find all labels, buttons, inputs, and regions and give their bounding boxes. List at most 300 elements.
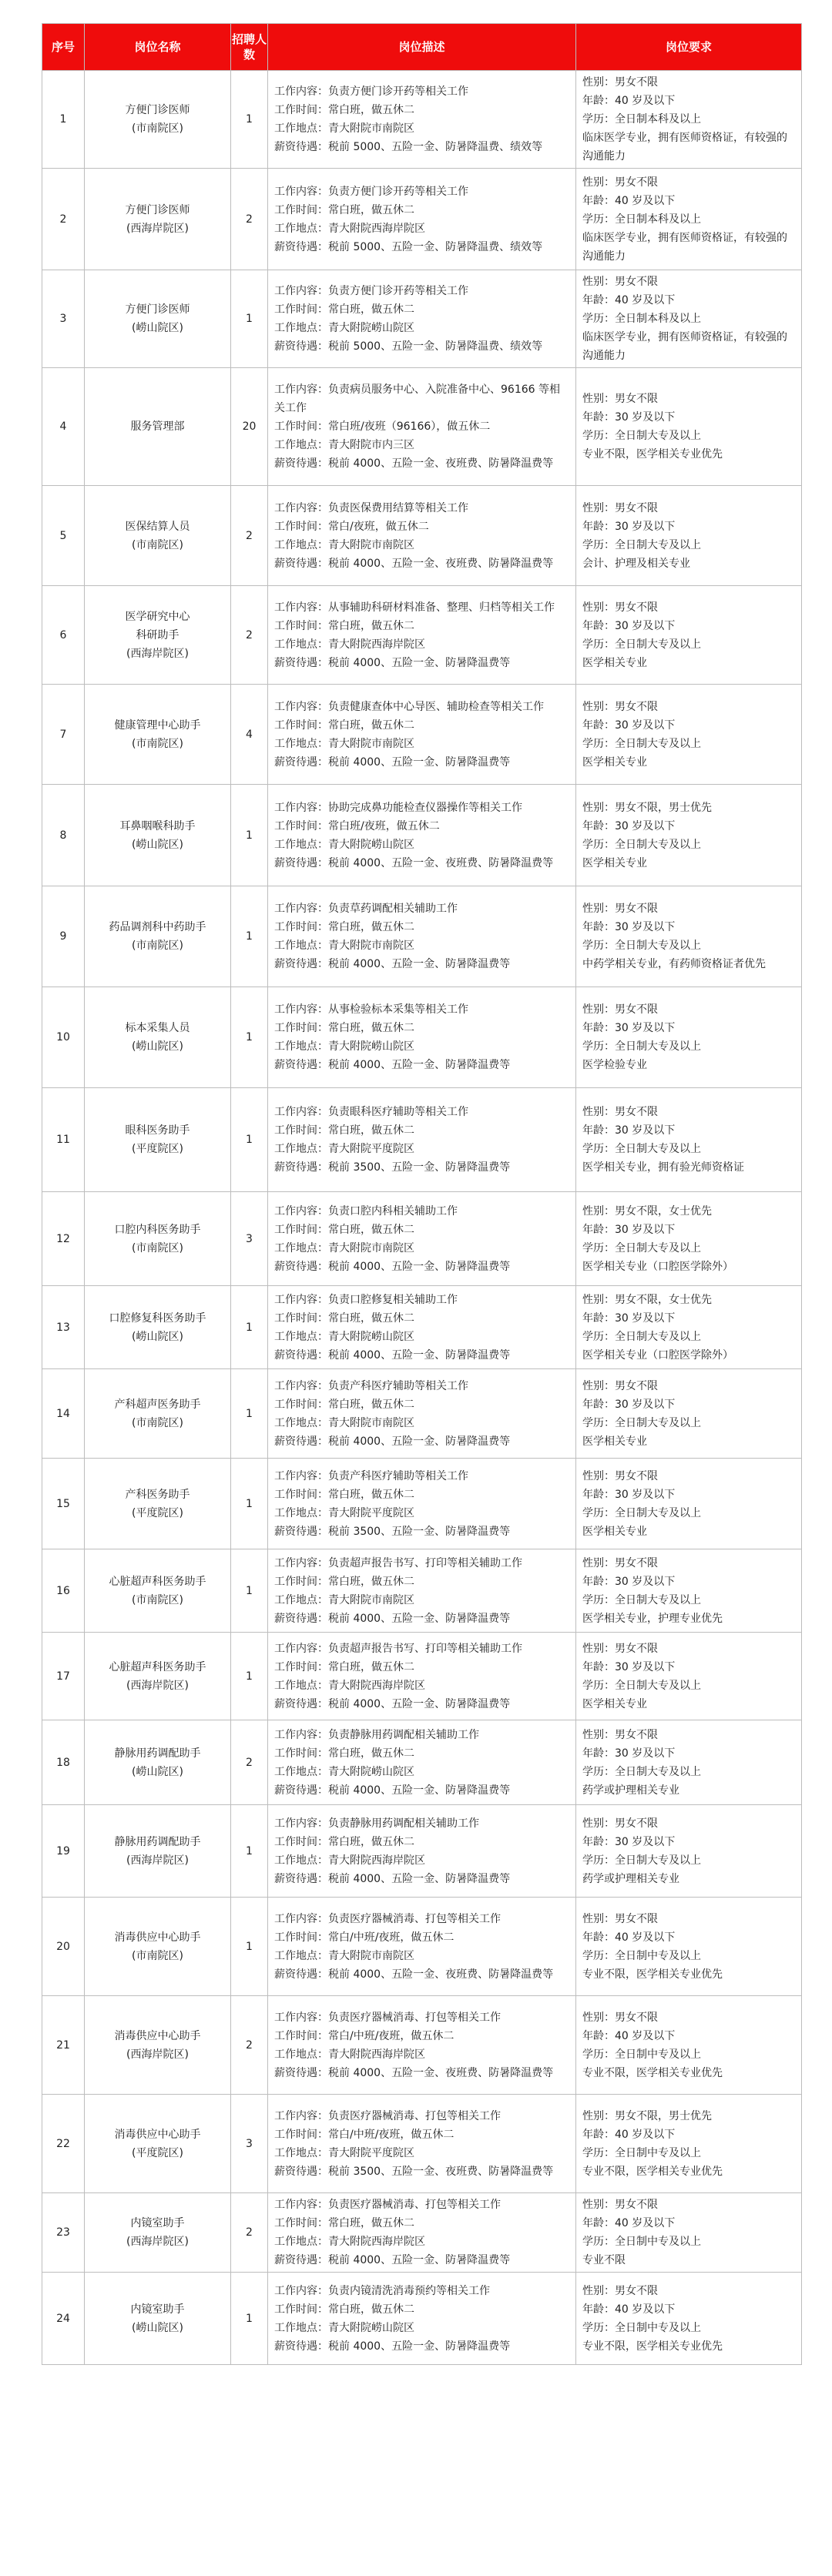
cell-count: 1 [231, 987, 268, 1088]
table-row [42, 169, 802, 270]
requirement-line: 医学相关专业 [582, 1525, 647, 1538]
requirement-line: 学历：全日制大专及以上 [582, 1593, 701, 1606]
position-campus: (西海岸院区) [126, 1854, 189, 1867]
cell-count: 2 [231, 1996, 268, 2095]
cell-count: 1 [231, 1805, 268, 1898]
position-name: 内镜室助手 [130, 2303, 185, 2316]
requirement-line: 性别：男女不限 [582, 1379, 658, 1392]
table-row [42, 486, 802, 586]
description-line: 工作地点：青大附院崂山院区 [274, 322, 414, 334]
requirement-line: 学历：全日制大专及以上 [582, 538, 701, 551]
description-line: 工作时间：常白班，做五休二 [274, 1660, 414, 1673]
position-name: 标本采集人员 [125, 1022, 190, 1034]
cell-position [85, 886, 231, 987]
position-campus: (市南院区) [132, 1949, 183, 1962]
cell-requirements [576, 2193, 802, 2273]
requirement-line: 学历：全日制中专及以上 [582, 2236, 701, 2248]
cell-description [268, 1720, 576, 1805]
cell-index: 12 [42, 1192, 85, 1286]
table-row [42, 1369, 802, 1459]
table-row [42, 1898, 802, 1996]
cell-count: 1 [231, 1633, 268, 1720]
cell-count: 3 [231, 1192, 268, 1286]
cell-description [268, 1286, 576, 1369]
requirement-line: 性别：男女不限 [582, 1912, 658, 1925]
table-row [42, 2273, 802, 2365]
table-row [42, 785, 802, 886]
requirement-line: 学历：全日制大专及以上 [582, 838, 701, 851]
requirement-line: 年龄：30 岁及以下 [582, 1488, 676, 1501]
requirement-line: 年龄：30 岁及以下 [582, 1660, 676, 1673]
cell-description [268, 169, 576, 270]
description-line: 工作时间：常白班，做五休二 [274, 104, 414, 116]
header-count: 招聘人数 [231, 24, 268, 71]
requirement-line: 学历：全日制大专及以上 [582, 1765, 701, 1778]
cell-index: 5 [42, 486, 85, 586]
description-line: 工作地点：青大附院西海岸院区 [274, 2048, 425, 2061]
cell-position [85, 1996, 231, 2095]
description-line: 工作地点：青大附院平度院区 [274, 2146, 414, 2159]
requirement-line: 学历：全日制中专及以上 [582, 2146, 701, 2159]
requirement-line: 年龄：40 岁及以下 [582, 2029, 676, 2042]
description-line: 工作内容：负责方便门诊开药等相关工作 [274, 285, 468, 297]
description-line: 工作内容：负责医疗器械消毒、打包等相关工作 [274, 2011, 501, 2024]
cell-count: 1 [231, 270, 268, 368]
description-line: 薪资待遇：税前 4000、五险一金、防暑降温费等 [274, 1435, 511, 1448]
table-row [42, 1720, 802, 1805]
requirement-line: 临床医学专业，拥有医师资格证，有较强的沟通能力 [582, 132, 787, 162]
description-line: 工作时间：常白班，做五休二 [274, 921, 414, 933]
description-line: 工作时间：常白班/夜班（96166），做五休二 [274, 420, 491, 433]
requirement-line: 医学相关专业 [582, 1435, 647, 1448]
requirement-line: 医学检验专业 [582, 1059, 647, 1071]
requirement-line: 性别：男女不限 [582, 1469, 658, 1482]
description-line: 工作时间：常白班/夜班，做五休二 [274, 819, 440, 832]
cell-description [268, 685, 576, 785]
cell-position [85, 71, 231, 169]
table-row [42, 1286, 802, 1369]
requirement-line: 学历：全日制大专及以上 [582, 1330, 701, 1343]
cell-index: 3 [42, 270, 85, 368]
description-line: 薪资待遇：税前 3500、五险一金、防暑降温费等 [274, 1525, 511, 1538]
requirement-line: 专业不限，医学相关专业优先 [582, 2340, 723, 2353]
table-row [42, 2095, 802, 2193]
description-line: 薪资待遇：税前 4000、五险一金、防暑降温费等 [274, 1260, 511, 1273]
requirement-line: 学历：全日制大专及以上 [582, 1143, 701, 1155]
requirement-line: 学历：全日制大专及以上 [582, 1241, 701, 1255]
requirement-line: 性别：男女不限 [582, 276, 658, 288]
position-campus: (市南院区) [132, 737, 183, 750]
description-line: 工作时间：常白/中班/夜班，做五休二 [274, 2029, 455, 2042]
header-index: 序号 [42, 24, 85, 71]
requirement-line: 性别：男女不限 [582, 601, 658, 614]
cell-position [85, 2095, 231, 2193]
position-name: 心脏超声科医务助手 [109, 1575, 206, 1588]
cell-count: 2 [231, 2193, 268, 2273]
cell-requirements [576, 1286, 802, 1369]
cell-position [85, 2273, 231, 2365]
requirement-line: 临床医学专业，拥有医师资格证，有较强的沟通能力 [582, 331, 787, 362]
requirement-line: 年龄：40 岁及以下 [582, 2128, 676, 2141]
description-line: 工作时间：常白班，做五休二 [274, 203, 414, 216]
description-line: 薪资待遇：税前 4000、五险一金、夜班费、防暑降温费等 [274, 457, 554, 470]
description-line: 工作内容：负责产科医疗辅助等相关工作 [274, 1469, 468, 1482]
requirement-line: 中药学相关专业，有药师资格证者优先 [582, 958, 766, 970]
table-row [42, 71, 802, 169]
recruitment-table-container [42, 23, 801, 2365]
requirement-line: 学历：全日制大专及以上 [582, 638, 701, 651]
description-line: 薪资待遇：税前 4000、五险一金、防暑降温费等 [274, 1697, 511, 1710]
position-campus: (平度院区) [132, 1143, 183, 1155]
description-line: 薪资待遇：税前 4000、五险一金、防暑降温费等 [274, 958, 511, 970]
description-line: 工作时间：常白班，做五休二 [274, 1022, 414, 1034]
table-row [42, 2193, 802, 2273]
description-line: 工作地点：青大附院平度院区 [274, 1143, 414, 1155]
cell-requirements [576, 270, 802, 368]
cell-count: 2 [231, 169, 268, 270]
cell-count: 2 [231, 1720, 268, 1805]
requirement-line: 性别：男女不限 [582, 1728, 658, 1741]
position-campus: (崂山院区) [132, 2321, 183, 2334]
requirement-line: 医学相关专业 [582, 656, 647, 669]
cell-description [268, 1192, 576, 1286]
description-line: 工作时间：常白/中班/夜班，做五休二 [274, 1931, 455, 1944]
position-campus: (崂山院区) [132, 1765, 183, 1778]
cell-index: 23 [42, 2193, 85, 2273]
cell-position [85, 987, 231, 1088]
cell-position [85, 2193, 231, 2273]
cell-requirements [576, 486, 802, 586]
cell-description [268, 1459, 576, 1549]
requirement-line: 医学相关专业（口腔医学除外） [582, 1348, 733, 1362]
position-name: 产科医务助手 [125, 1488, 190, 1501]
position-name: 耳鼻咽喉科助手 [119, 819, 196, 832]
requirement-line: 性别：男女不限，男士优先 [582, 2109, 712, 2122]
cell-index: 13 [42, 1286, 85, 1369]
requirement-line: 学历：全日制大专及以上 [582, 430, 701, 442]
position-campus: (西海岸院区) [126, 222, 189, 235]
requirement-line: 医学相关专业（口腔医学除外） [582, 1260, 733, 1273]
requirement-line: 年龄：40 岁及以下 [582, 2303, 676, 2316]
cell-description [268, 785, 576, 886]
requirement-line: 年龄：30 岁及以下 [582, 1124, 676, 1137]
table-row [42, 270, 802, 368]
description-line: 工作内容：负责内镜清洗消毒预约等相关工作 [274, 2284, 490, 2297]
cell-description [268, 586, 576, 685]
description-line: 工作地点：青大附院市南院区 [274, 122, 414, 135]
requirement-line: 性别：男女不限 [582, 176, 658, 189]
description-line: 薪资待遇：税前 4000、五险一金、防暑降温费等 [274, 755, 511, 769]
position-campus: (西海岸院区) [126, 1679, 189, 1692]
requirement-line: 性别：男女不限 [582, 501, 658, 514]
cell-requirements [576, 1549, 802, 1633]
cell-requirements [576, 987, 802, 1088]
table-row [42, 368, 802, 486]
description-line: 工作内容：负责方便门诊开药等相关工作 [274, 85, 468, 98]
requirement-line: 专业不限 [582, 2254, 626, 2266]
position-name: 口腔内科医务助手 [114, 1223, 201, 1236]
position-campus: (市南院区) [132, 538, 183, 551]
description-line: 工作地点：青大附院西海岸院区 [274, 2236, 425, 2248]
requirement-line: 性别：男女不限，女士优先 [582, 1293, 712, 1306]
table-row [42, 1549, 802, 1633]
cell-index: 9 [42, 886, 85, 987]
description-line: 薪资待遇：税前 5000、五险一金、防暑降温费、绩效等 [274, 141, 543, 153]
cell-description [268, 1369, 576, 1459]
cell-position [85, 586, 231, 685]
requirement-line: 性别：男女不限 [582, 1106, 658, 1118]
cell-count: 1 [231, 886, 268, 987]
cell-description [268, 270, 576, 368]
cell-description [268, 1805, 576, 1898]
requirement-line: 年龄：40 岁及以下 [582, 95, 676, 107]
cell-count: 1 [231, 785, 268, 886]
position-name: 消毒供应中心助手 [114, 2128, 201, 2141]
cell-count: 1 [231, 1898, 268, 1996]
description-line: 工作时间：常白班，做五休二 [274, 1575, 414, 1588]
table-row [42, 685, 802, 785]
cell-requirements [576, 1996, 802, 2095]
description-line: 工作内容：负责眼科医疗辅助等相关工作 [274, 1106, 468, 1118]
description-line: 工作时间：常白班，做五休二 [274, 2303, 414, 2316]
description-line: 工作内容：负责草药调配相关辅助工作 [274, 903, 458, 915]
cell-description [268, 1996, 576, 2095]
description-line: 工作时间：常白/夜班，做五休二 [274, 520, 429, 533]
cell-count: 4 [231, 685, 268, 785]
requirement-line: 年龄：40 岁及以下 [582, 1931, 676, 1944]
requirement-line: 性别：男女不限 [582, 1003, 658, 1016]
cell-position [85, 1633, 231, 1720]
table-header-row [42, 24, 802, 71]
table-row [42, 1192, 802, 1286]
cell-requirements [576, 2273, 802, 2365]
requirement-line: 年龄：30 岁及以下 [582, 1311, 676, 1325]
header-position: 岗位名称 [85, 24, 231, 71]
recruitment-table [42, 23, 802, 2365]
cell-index: 6 [42, 586, 85, 685]
cell-requirements [576, 1088, 802, 1192]
position-campus: (崂山院区) [132, 1330, 183, 1343]
position-campus: (崂山院区) [132, 838, 183, 851]
cell-requirements [576, 1720, 802, 1805]
description-line: 薪资待遇：税前 4000、五险一金、防暑降温费等 [274, 1784, 511, 1797]
cell-position [85, 368, 231, 486]
cell-description [268, 486, 576, 586]
requirement-line: 年龄：30 岁及以下 [582, 619, 676, 632]
description-line: 工作地点：青大附院崂山院区 [274, 1040, 414, 1053]
description-line: 工作地点：青大附院西海岸院区 [274, 1679, 425, 1692]
description-line: 工作地点：青大附院市南院区 [274, 1593, 414, 1606]
requirement-line: 学历：全日制中专及以上 [582, 2321, 701, 2334]
requirement-line: 性别：男女不限 [582, 700, 658, 713]
table-row [42, 1805, 802, 1898]
requirement-line: 年龄：30 岁及以下 [582, 719, 676, 732]
description-line: 工作地点：青大附院市南院区 [274, 1241, 414, 1255]
cell-position [85, 270, 231, 368]
cell-position [85, 1459, 231, 1549]
requirement-line: 性别：男女不限 [582, 1556, 658, 1569]
requirement-line: 年龄：30 岁及以下 [582, 921, 676, 933]
description-line: 工作内容：负责静脉用药调配相关辅助工作 [274, 1817, 479, 1830]
position-name: 健康管理中心助手 [114, 719, 201, 732]
requirement-line: 专业不限，医学相关专业优先 [582, 2066, 723, 2079]
position-campus: (西海岸院区) [126, 2236, 189, 2248]
position-name: 消毒供应中心助手 [114, 1931, 201, 1944]
requirement-line: 性别：男女不限，男士优先 [582, 801, 712, 814]
description-line: 工作时间：常白班，做五休二 [274, 1311, 414, 1325]
requirement-line: 临床医学专业，拥有医师资格证，有较强的沟通能力 [582, 231, 787, 263]
position-name: 服务管理部 [130, 420, 185, 433]
position-name: 心脏超声科医务助手 [109, 1660, 206, 1673]
cell-count: 2 [231, 586, 268, 685]
position-campus: (崂山院区) [132, 1040, 183, 1053]
requirement-line: 性别：男女不限 [582, 393, 658, 405]
requirement-line: 学历：全日制中专及以上 [582, 1949, 701, 1962]
description-line: 工作时间：常白班，做五休二 [274, 303, 414, 316]
description-line: 工作内容：协助完成鼻功能检查仪器操作等相关工作 [274, 801, 522, 814]
description-line: 工作内容：负责口腔内科相关辅助工作 [274, 1204, 458, 1218]
description-line: 工作内容：从事辅助科研材料准备、整理、归档等相关工作 [274, 601, 555, 614]
cell-requirements [576, 1192, 802, 1286]
requirement-line: 年龄：30 岁及以下 [582, 1223, 676, 1236]
cell-description [268, 1633, 576, 1720]
position-name: 方便门诊医师 [125, 303, 190, 316]
cell-index: 11 [42, 1088, 85, 1192]
description-line: 薪资待遇：税前 4000、五险一金、防暑降温费等 [274, 656, 511, 669]
description-line: 工作内容：负责医保费用结算等相关工作 [274, 501, 468, 514]
description-line: 薪资待遇：税前 4000、五险一金、防暑降温费等 [274, 1612, 511, 1625]
position-name: 方便门诊医师 [125, 104, 190, 116]
requirement-line: 医学相关专业，护理专业优先 [582, 1612, 723, 1625]
cell-requirements [576, 169, 802, 270]
description-line: 工作内容：负责静脉用药调配相关辅助工作 [274, 1728, 479, 1741]
description-line: 工作时间：常白班，做五休二 [274, 1488, 414, 1501]
cell-index: 8 [42, 785, 85, 886]
position-campus: (西海岸院区) [126, 2048, 189, 2061]
cell-requirements [576, 1633, 802, 1720]
description-line: 工作时间：常白班，做五休二 [274, 2217, 414, 2229]
cell-position [85, 685, 231, 785]
description-line: 薪资待遇：税前 4000、五险一金、夜班费、防暑降温费等 [274, 557, 554, 570]
requirement-line: 学历：全日制大专及以上 [582, 1040, 701, 1053]
position-campus: (崂山院区) [132, 322, 183, 334]
cell-requirements [576, 1369, 802, 1459]
requirement-line: 年龄：30 岁及以下 [582, 411, 676, 424]
requirement-line: 性别：男女不限 [582, 903, 658, 915]
requirement-line: 年龄：30 岁及以下 [582, 520, 676, 533]
description-line: 工作地点：青大附院市内三区 [274, 439, 414, 451]
requirement-line: 性别：男女不限，女士优先 [582, 1204, 712, 1218]
cell-index: 21 [42, 1996, 85, 2095]
position-name: 医学研究中心 [125, 610, 190, 623]
requirement-line: 药学或护理相关专业 [582, 1872, 679, 1885]
requirement-line: 会计、护理及相关专业 [582, 557, 690, 570]
description-line: 工作内容：负责健康查体中心导医、辅助检查等相关工作 [274, 700, 544, 713]
description-line: 工作地点：青大附院崂山院区 [274, 838, 414, 851]
cell-position [85, 1286, 231, 1369]
header-description: 岗位描述 [268, 24, 576, 71]
description-line: 工作地点：青大附院市南院区 [274, 538, 414, 551]
requirement-line: 学历：全日制中专及以上 [582, 2048, 701, 2061]
description-line: 工作内容：负责方便门诊开药等相关工作 [274, 185, 468, 198]
requirement-line: 年龄：40 岁及以下 [582, 194, 676, 207]
cell-requirements [576, 1459, 802, 1549]
position-name: 静脉用药调配助手 [114, 1747, 201, 1760]
requirement-line: 年龄：30 岁及以下 [582, 1398, 676, 1411]
table-row [42, 1459, 802, 1549]
description-line: 工作地点：青大附院西海岸院区 [274, 638, 425, 651]
position-campus: (市南院区) [132, 1593, 183, 1606]
cell-index: 4 [42, 368, 85, 486]
requirement-line: 学历：全日制大专及以上 [582, 1679, 701, 1692]
description-line: 工作时间：常白班，做五休二 [274, 719, 414, 732]
cell-description [268, 1549, 576, 1633]
cell-description [268, 2193, 576, 2273]
cell-count: 1 [231, 71, 268, 169]
cell-index: 24 [42, 2273, 85, 2365]
requirement-line: 专业不限，医学相关专业优先 [582, 2165, 723, 2178]
table-row [42, 1633, 802, 1720]
table-row [42, 1996, 802, 2095]
description-line: 工作时间：常白班，做五休二 [274, 619, 414, 632]
position-campus: (市南院区) [132, 1241, 183, 1255]
cell-position [85, 486, 231, 586]
cell-requirements [576, 71, 802, 169]
requirement-line: 学历：全日制大专及以上 [582, 1416, 701, 1429]
description-line: 工作地点：青大附院崂山院区 [274, 1330, 414, 1343]
cell-requirements [576, 1898, 802, 1996]
description-line: 工作内容：负责医疗器械消毒、打包等相关工作 [274, 2199, 501, 2211]
description-line: 工作地点：青大附院市南院区 [274, 1949, 414, 1962]
cell-position [85, 1088, 231, 1192]
cell-description [268, 1088, 576, 1192]
requirement-line: 年龄：30 岁及以下 [582, 1835, 676, 1848]
requirement-line: 学历：全日制本科及以上 [582, 213, 701, 226]
description-line: 工作内容：负责医疗器械消毒、打包等相关工作 [274, 2109, 501, 2122]
description-line: 薪资待遇：税前 4000、五险一金、防暑降温费等 [274, 1872, 511, 1885]
table-body [42, 71, 802, 2365]
description-line: 工作地点：青大附院市南院区 [274, 737, 414, 750]
requirement-line: 性别：男女不限 [582, 2199, 658, 2211]
description-line: 工作地点：青大附院平度院区 [274, 1506, 414, 1519]
description-line: 工作内容：负责口腔修复相关辅助工作 [274, 1293, 458, 1306]
position-name: 医保结算人员 [125, 520, 190, 533]
requirement-line: 专业不限，医学相关专业优先 [582, 448, 723, 461]
description-line: 薪资待遇：税前 5000、五险一金、防暑降温费、绩效等 [274, 340, 543, 353]
requirement-line: 专业不限，医学相关专业优先 [582, 1968, 723, 1981]
requirement-line: 年龄：30 岁及以下 [582, 1747, 676, 1760]
cell-position [85, 1369, 231, 1459]
position-name: 眼科医务助手 [125, 1124, 190, 1137]
table-row [42, 987, 802, 1088]
description-line: 薪资待遇：税前 4000、五险一金、防暑降温费等 [274, 1059, 511, 1071]
cell-requirements [576, 368, 802, 486]
description-line: 工作地点：青大附院崂山院区 [274, 1765, 414, 1778]
position-name: 产科超声医务助手 [114, 1398, 201, 1411]
description-line: 工作时间：常白班，做五休二 [274, 1747, 414, 1760]
cell-count: 1 [231, 1369, 268, 1459]
table-row [42, 586, 802, 685]
cell-position [85, 1192, 231, 1286]
cell-index: 2 [42, 169, 85, 270]
cell-requirements [576, 1805, 802, 1898]
requirement-line: 年龄：30 岁及以下 [582, 1575, 676, 1588]
description-line: 工作时间：常白班，做五休二 [274, 1223, 414, 1236]
description-line: 工作内容：负责病员服务中心、入院准备中心、96166 等相关工作 [274, 384, 560, 414]
description-line: 薪资待遇：税前 3500、五险一金、夜班费、防暑降温费等 [274, 2165, 554, 2178]
cell-position [85, 169, 231, 270]
cell-count: 1 [231, 1459, 268, 1549]
